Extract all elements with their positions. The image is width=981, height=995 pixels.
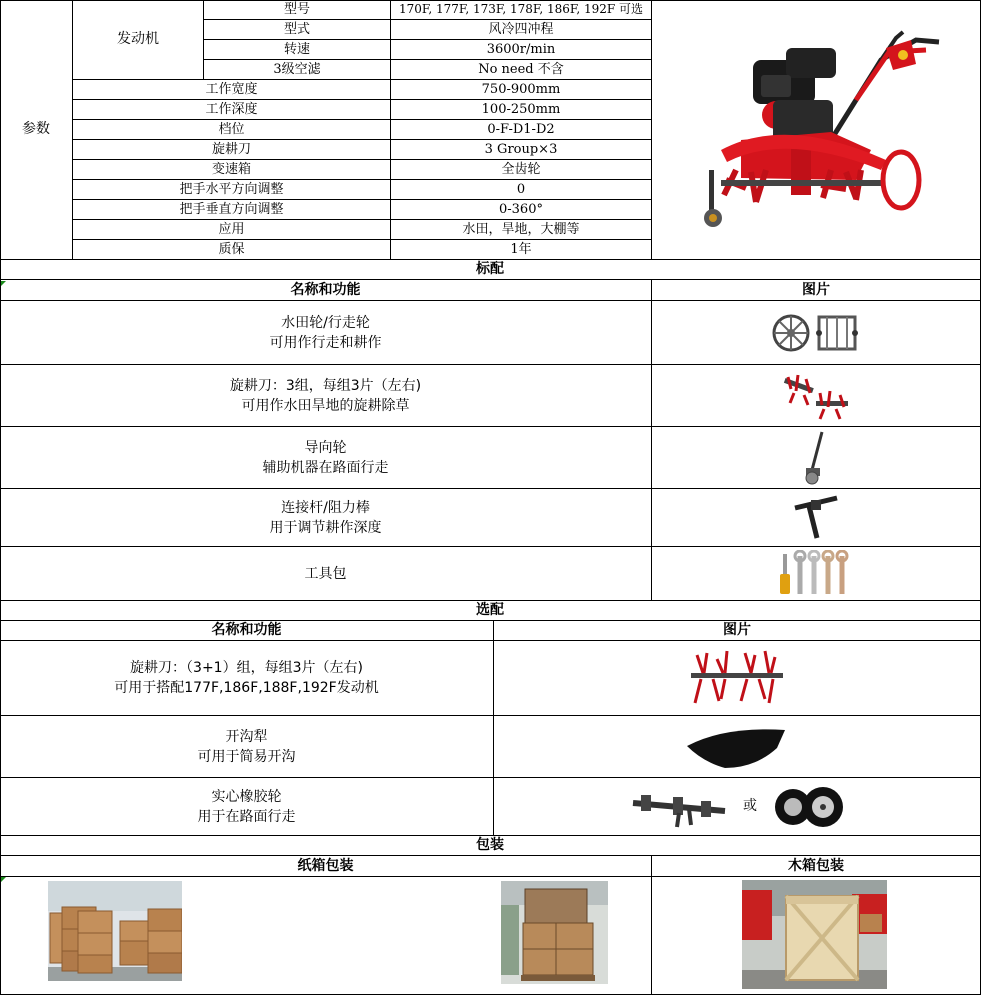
optional-item-pic [494,778,981,836]
optional-col-pic: 图片 [494,621,981,641]
axle-adapter-icon [629,785,729,829]
optional-item [0,778,494,836]
param-value: 水田，旱地，大棚等 [391,220,652,240]
param-name: 质保 [73,240,391,260]
param-value: 0 [391,180,652,200]
optional-section-title: 选配 [0,601,981,621]
wooden-packing-label: 木箱包装 [652,856,981,877]
standard-item [0,301,652,365]
param-name: 转速 [204,40,391,60]
item-title: 连接杆/阻力棒 [281,499,370,516]
param-value: 750-900mm [391,80,652,100]
item-desc: 可用于简易开沟 [197,748,296,765]
param-value: 0-F-D1-D2 [391,120,652,140]
item-desc: 辅助机器在路面行走 [262,459,389,476]
tool-kit-icon [776,550,856,598]
item-title: 水田轮/行走轮 [281,314,370,331]
item-desc: 用于调节耕作深度 [269,519,382,536]
item-title: 开沟犁 [225,728,268,745]
item-desc: 可用作行走和耕作 [269,334,382,351]
param-value: 3600r/min [391,40,652,60]
param-value: No need 不含 [391,60,652,80]
standard-item [0,489,652,547]
mini-tiller-image [681,20,951,240]
engine-group-label: 发动机 [73,0,204,80]
param-value: 1年 [391,240,652,260]
tiller-blades-icon [776,369,856,423]
standard-item-pic [652,427,981,489]
packing-section-title: 包装 [0,836,981,856]
standard-item-pic [652,365,981,427]
optional-item [0,716,494,778]
product-image-cell [652,0,981,260]
standard-item [0,427,652,489]
item-desc: 用于在路面行走 [197,808,296,825]
standard-item-pic [652,547,981,601]
item-title: 实心橡胶轮 [211,788,282,805]
wheels-icon [771,311,861,355]
wooden-box-photo [742,880,887,989]
guide-wheel-icon [796,430,836,486]
extra-blades-icon [687,645,787,711]
param-value: 0-360° [391,200,652,220]
param-value: 全齿轮 [391,160,652,180]
param-name: 工作深度 [73,100,391,120]
params-label: 参数 [0,0,73,260]
param-value: 170F, 177F, 173F, 178F, 186F, 192F 可选 [391,0,652,20]
item-title: 工具包 [304,565,347,582]
param-name: 旋耕刀 [73,140,391,160]
standard-section-title: 标配 [0,260,981,280]
carton-photo-warehouse [48,881,182,981]
standard-item [0,547,652,601]
param-name: 3级空滤 [204,60,391,80]
param-name: 型式 [204,20,391,40]
item-desc: 可用作水田旱地的旋耕除草 [241,397,410,414]
furrow-plough-icon [685,722,789,772]
item-desc: 可用于搭配177F,186F,188F,192F发动机 [114,680,379,696]
item-title: 导向轮 [304,439,347,456]
item-title: 旋耕刀：3组，每组3片（左右) [229,377,422,394]
param-name: 型号 [204,0,391,20]
param-value: 100-250mm [391,100,652,120]
carton-packing-label: 纸箱包装 [0,856,652,877]
carton-photo-pallet [501,881,608,984]
standard-item-pic [652,489,981,547]
optional-col-name: 名称和功能 [0,621,494,641]
standard-col-name: 名称和功能 [0,280,652,301]
rubber-wheel-icon [771,782,845,832]
optional-item-pic [494,641,981,716]
param-name: 档位 [73,120,391,140]
param-value: 3 Group×3 [391,140,652,160]
standard-item-pic [652,301,981,365]
resistance-bar-icon [791,494,841,542]
standard-item [0,365,652,427]
or-label: 或 [743,798,757,814]
param-name: 变速箱 [73,160,391,180]
optional-item-pic [494,716,981,778]
optional-item [0,641,494,716]
param-name: 把手垂直方向调整 [73,200,391,220]
standard-col-pic: 图片 [652,280,981,301]
param-name: 把手水平方向调整 [73,180,391,200]
param-name: 应用 [73,220,391,240]
param-name: 工作宽度 [73,80,391,100]
item-title: 旋耕刀：（3+1）组，每组3片（左右) [130,660,363,676]
param-value: 风冷四冲程 [391,20,652,40]
